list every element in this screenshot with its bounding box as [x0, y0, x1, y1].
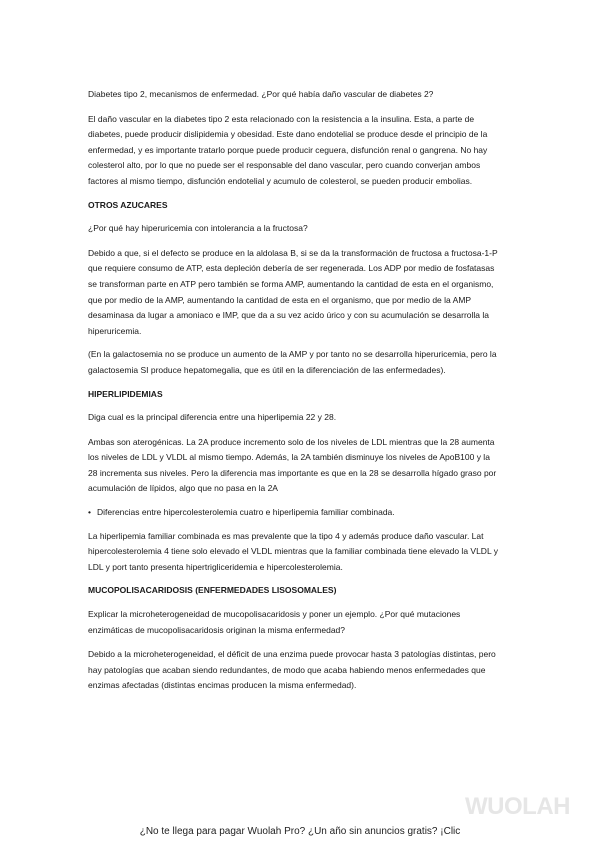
question-hiperlipemia: Diga cual es la principal diferencia entre una hiperlipemia 22 y 28.: [88, 412, 337, 423]
bullet-dot-icon: •: [88, 507, 91, 518]
question-hiperuricemia: ¿Por qué hay hiperuricemia con intolerancia a la fructosa?: [88, 223, 308, 234]
intro-question: Diabetes tipo 2, mecanismos de enfermedad. ¿Por qué había daño vascular de diabetes 2?: [88, 89, 434, 99]
section-heading-otros-azucares: OTROS AZUCARES: [88, 199, 168, 210]
section-heading-mucopolisacaridosis: MUCOPOLISACARIDOSIS (ENFERMEDADES LISOSOMALES): [88, 585, 337, 596]
promo-footer-link[interactable]: ¿No te llega para pagar Wuolah Pro? ¿Un año sin anuncios gratis? ¡Clic: [139, 826, 461, 837]
answer-hiperuricemia: Debido a que, si el defecto se produce en la aldolasa B, si se da la transformación de fructosa a fructosa-1-P que requiere consumo de ATP, esta depleción debería de ser regenerada. Los ADP por medio de fosfatasas se transforman parte en ATP pero también se forma AMP, aumentando la cantidad de esta en el organismo, que por medio de la AMP, aumentando la cantidad de esta en el organismo, que por medio de la AMP desaminasa da lugar a amoniaco e IMP, que da a su vez acido úrico y con su acumulación se desarrolla la hiperuricemia.: [88, 247, 498, 336]
answer-hiperlipemia: Ambas son aterogénicas. La 2A produce incremento solo de los niveles de LDL mientras que la 28 aumenta los niveles de LDL y VLDL al mismo tiempo. Además, la 2A también disminuye los niveles de ApoB100 y la 28 incrementa sus niveles. Pero la diferencia mas importante es que en la 28 se desarrolla hígado graso por acumulación de lípidos, algo que no pasa en la 2A: [88, 436, 497, 494]
document-body: [88, 87, 500, 702]
section-heading-hiperlipidemias: HIPERLIPIDEMIAS: [88, 388, 163, 399]
answer-hiperlipemia-familiar: La hiperlipemia familiar combinada es mas prevalente que la tipo 4 y además produce daño vascular. Lat hipercolesterolemia 4 tiene solo elevado el VLDL mientras que la familiar combinada tiene elevado la VLDL y LDL y port tanto presenta hipertrigliceridemia e hipercolesterolemia.: [88, 530, 498, 572]
wuolah-watermark-logo: WUOLAH: [465, 793, 570, 820]
bullet-text: Diferencias entre hipercolesterolemia cuatro e hiperlipemia familiar combinada.: [97, 507, 395, 518]
question-mucopolisacaridosis: Explicar la microheterogeneidad de mucopolisacaridosis y poner un ejemplo. ¿Por qué mutaciones enzimáticas de mucopolisacaridosis originan la misma enfermedad?: [88, 609, 461, 635]
note-galactosemia: (En la galactosemia no se produce un aumento de la AMP y por tanto no se desarrolla hiperuricemia, pero la galactosemia SI produce hepatomegalia, que es útil en la diferenciación de las enfermedades).: [88, 349, 497, 375]
bullet-item: [88, 505, 500, 521]
answer-mucopolisacaridosis: Debido a la microheterogeneidad, el déficit de una enzima puede provocar hasta 3 patologías distintas, pero hay patologías que acaban siendo redundantes, de modo que acaba habiendo menos enfermedades que enzimas afectadas (distintas encimas producen la misma enfermedad).: [88, 649, 496, 691]
intro-answer: El daño vascular en la diabetes tipo 2 esta relacionado con la resistencia a la insulina. Esta, a parte de diabetes, puede producir dislipidemia y obesidad. Este dano endotelial se produce desde el principio de la enfermedad, y es importante tratarlo porque puede producir ceguera, disfunción renal o gangrena. No hay colesterol alto, por lo que no puede ser el responsable del dano vascular, pero cuando converjan ambos factores al mismo tiempo, disfunción endotelial y acumulo de colesterol, se pueden producir embolias.: [88, 113, 488, 186]
